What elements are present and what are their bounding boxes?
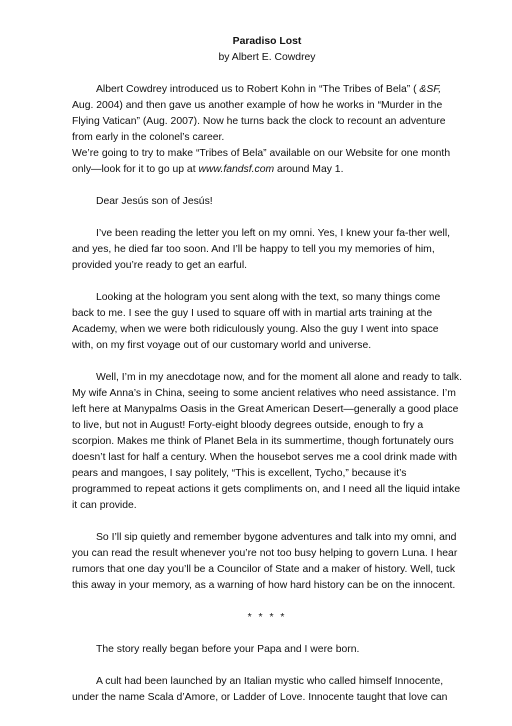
website-url: www.fandsf.com	[198, 164, 275, 175]
spacer	[72, 658, 462, 674]
body-paragraph: Looking at the hologram you sent along with the text, so many things come back to me. I see the guy I used to square off with in martial arts training at the Academy, when we were both ridiculously young. Also the guy I went into space with, on my first voyage out of our customary world and universe.	[72, 292, 441, 351]
story-byline: by Albert E. Cowdrey	[218, 52, 316, 63]
body-paragraph: So I’ll sip quietly and remember bygone adventures and talk into my omni, and you can read the result whenever you’re not too busy helping to govern Luna. I hear rumors that one day you’ll be a Councilor of State and a maker of history. Well, tuck this away in your memory, as a warning of how hard history can be on the innocent.	[72, 532, 458, 591]
body-paragraph: The story really began before your Papa and I were born.	[96, 644, 360, 655]
intro-note-text: We’re going to try to make “Tribes of Bela” available on our Website for one month only—look for it to go up at	[72, 148, 451, 175]
spacer	[72, 354, 462, 370]
intro-paragraph	[72, 82, 462, 146]
body-paragraph: A cult had been launched by an Italian mystic who called himself Innocente, under the name Scala d’Amore, or Ladder of Love. Innocente taught that love can	[72, 676, 448, 703]
salutation: Dear Jesús son of Jesús!	[96, 196, 213, 207]
intro-note-text: around May 1.	[274, 164, 344, 175]
spacer	[72, 66, 462, 82]
body-paragraph: Well, I’m in my anecdotage now, and for the moment all alone and ready to talk. My wife Anna’s in China, seeing to some ancient relatives who need assistance. I’m left here at Manypalms Oasis in the Great American Desert—generally a good place to live, but not in August! Forty-eight bloody degrees outside, enough to fry a scorpion. Makes me think of Planet Bela in its summertime, though fortunately ours doesn’t last for half a century. When the housebot serves me a cool drink made with pears and mangoes, I say politely, “This is excellent, Tycho,” because it’s programmed to repeat actions it gets compliments on, and I need all the liquid intake it can provide.	[72, 372, 462, 511]
magazine-name: &SF,	[419, 84, 442, 95]
spacer	[72, 514, 462, 530]
story-title: Paradiso Lost	[232, 36, 302, 47]
spacer	[72, 594, 462, 610]
intro-text: Aug. 2004) and then gave us another example of how he works in “Murder in the Flying Vatican” (Aug. 2007). Now he turns back the clock to recount an adventure from early in the colonel’s career.	[72, 100, 446, 143]
section-separator: * * * *	[247, 612, 287, 623]
spacer	[72, 210, 462, 226]
intro-note-paragraph	[72, 146, 462, 178]
spacer	[72, 178, 462, 194]
body-paragraph: I’ve been reading the letter you left on my omni. Yes, I knew your fa-ther well, and yes, he died far too soon. And I’ll be happy to tell you my memories of him, provided you’re ready to get an earful.	[72, 228, 451, 271]
spacer	[72, 626, 462, 642]
intro-text: Albert Cowdrey introduced us to Robert Kohn in “The Tribes of Bela” (	[96, 84, 420, 95]
spacer	[72, 274, 462, 290]
